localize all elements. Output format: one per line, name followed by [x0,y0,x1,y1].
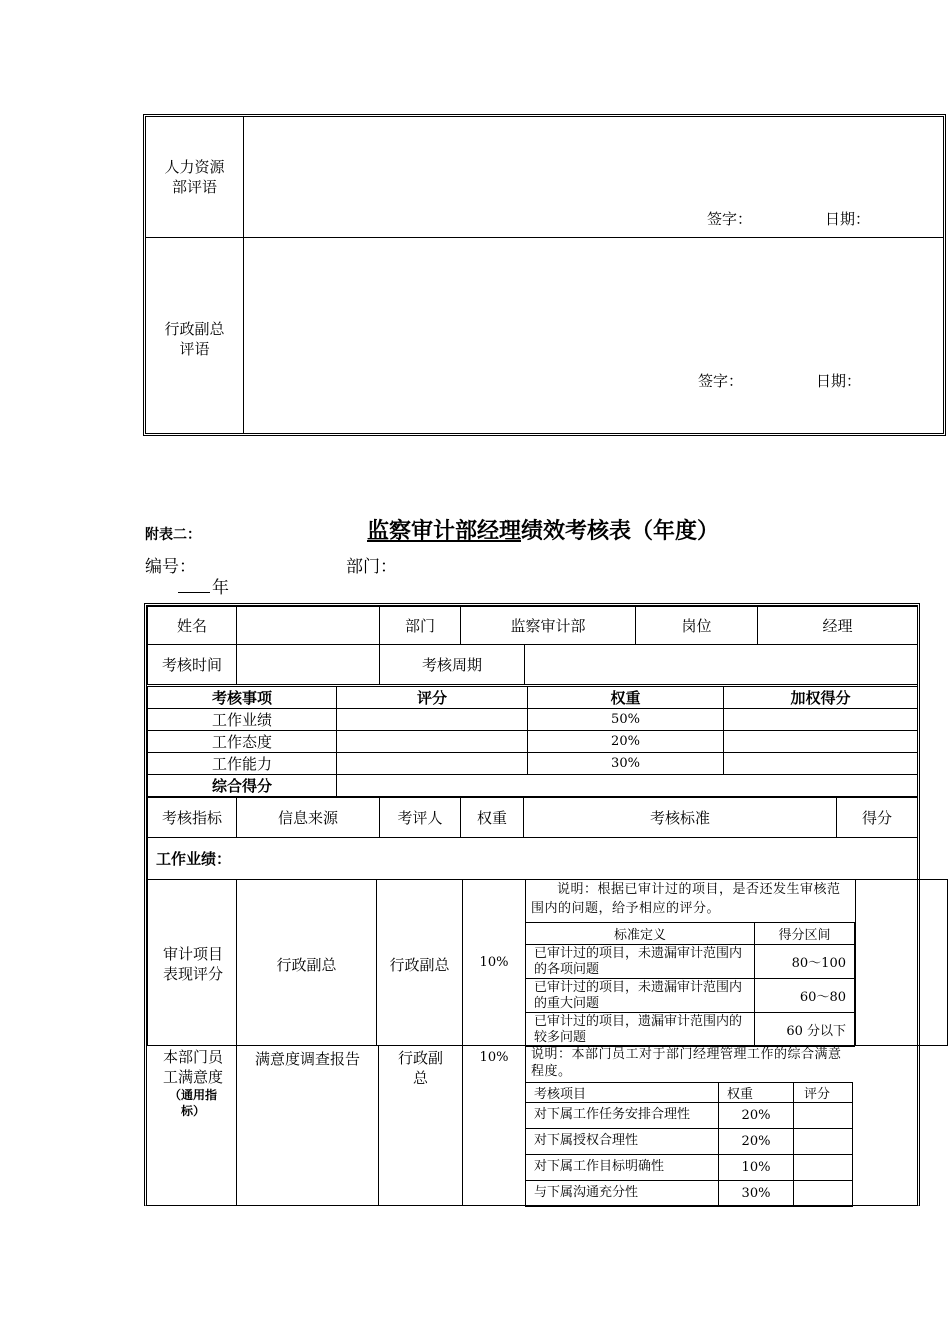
summary-weighted [724,709,918,731]
info-table [147,606,918,645]
vp-date-label: 日期： [816,372,862,390]
audit-indicator-name: 审计项目 表现评分 [162,945,223,983]
satis-indicator-name: 本部门员 工满意度 （通用指 标） [162,1048,223,1118]
satis-item-weight: 20% [719,1103,794,1129]
satis-item-score [794,1181,853,1207]
hr-date-label: 日期： [825,210,871,228]
form-title-rest: 绩效考核表（年度） [521,519,720,544]
form-title [367,514,719,545]
satis-col-line-1 [236,1046,237,1206]
time-label: 考核时间 [148,645,237,685]
audit-std-def: 已审计过的项目，未遗漏审计范围内的重大问题 [526,979,755,1013]
summary-header-weighted: 加权得分 [724,687,918,709]
audit-weight: 10% [479,955,509,970]
audit-std-header: 标准定义 [526,923,755,945]
summary-header-weight: 权重 [528,687,724,709]
satis-header-weight: 权重 [719,1083,794,1103]
summary-weight: 30% [528,753,724,775]
post-label: 岗位 [636,607,758,645]
satis-item-weight: 30% [719,1181,794,1207]
period-table [147,644,918,685]
audit-source: 行政副总 [276,956,337,974]
comments-table [143,114,946,436]
detail-header-standard: 考核标准 [524,798,837,838]
name-label: 姓名 [148,607,237,645]
satis-item-weight: 20% [719,1129,794,1155]
hr-comment-label: 人力资源 部评语 [164,158,225,196]
time-value [237,645,380,685]
detail-header-weight: 权重 [461,798,524,838]
form-title-underlined: 监察审计部经理 [367,519,522,544]
audit-standard-table [525,922,855,1047]
satis-item-score [794,1155,853,1181]
satis-header-score: 评分 [794,1083,853,1103]
detail-header-rater: 考评人 [380,798,461,838]
satis-rater: 行政副 总 [397,1049,443,1087]
audit-note: 说明：根据已审计过的项目，是否还发生审核范围内的问题，给予相应的评分。 [531,882,841,916]
summary-header-item: 考核事项 [148,687,337,709]
summary-score [337,731,528,753]
audit-col-line-5 [855,879,856,1046]
audit-std-range: 60 分以下 [755,1013,855,1047]
audit-std-range: 60～80 [755,979,855,1013]
appendix-label: 附表二： [145,527,201,543]
satis-items-table [525,1082,853,1207]
satis-item: 与下属沟通充分性 [526,1181,719,1207]
summary-total-label: 综合得分 [148,775,337,797]
audit-std-def: 已审计过的项目，未遗漏审计范围内的各项问题 [526,945,755,979]
summary-weight: 20% [528,731,724,753]
detail-header-table [147,797,918,880]
summary-weighted [724,731,918,753]
summary-score [337,709,528,731]
detail-header-indicator: 考核指标 [148,798,237,838]
summary-total-value [337,775,918,797]
summary-header-score: 评分 [337,687,528,709]
satis-note: 说明：本部门员工对于部门经理管理工作的综合满意程度。 [531,1047,842,1079]
year-label: 年 [212,578,229,598]
satis-item: 对下属授权合理性 [526,1129,719,1155]
hr-sign-label: 签字： [707,210,753,228]
satis-item-score [794,1129,853,1155]
satis-item: 对下属工作任务安排合理性 [526,1103,719,1129]
satis-item-weight: 10% [719,1155,794,1181]
section-work-performance: 工作业绩： [148,838,918,880]
summary-score [337,753,528,775]
detail-header-source: 信息来源 [237,798,380,838]
audit-rater: 行政副总 [389,956,450,974]
info-dept-label: 部门 [380,607,461,645]
summary-weighted [724,753,918,775]
name-value [237,607,380,645]
satis-source: 满意度调查报告 [254,1050,360,1068]
comments-divider-h [146,237,943,238]
satis-header-item: 考核项目 [526,1083,719,1103]
number-label: 编号： [145,557,196,577]
summary-weight: 50% [528,709,724,731]
vp-sign-label: 签字： [698,372,744,390]
satis-item: 对下属工作目标明确性 [526,1155,719,1181]
summary-item: 工作能力 [148,753,337,775]
period-label: 考核周期 [380,645,525,685]
dept-label: 部门： [346,557,397,577]
comments-divider-v [243,117,244,433]
summary-item: 工作态度 [148,731,337,753]
summary-item: 工作业绩 [148,709,337,731]
vp-comment-label: 行政副总 评语 [164,320,225,358]
audit-std-def: 已审计过的项目，遗漏审计范围内的较多问题 [526,1013,755,1047]
year-blank-line [178,592,210,593]
satis-col-line-3 [462,1046,463,1206]
satis-item-score [794,1103,853,1129]
period-value [525,645,918,685]
satis-weight: 10% [479,1050,509,1065]
summary-table [147,686,918,797]
post-value: 经理 [758,607,918,645]
audit-std-range: 80～100 [755,945,855,979]
info-dept-value: 监察审计部 [461,607,636,645]
detail-header-score: 得分 [837,798,918,838]
audit-range-header: 得分区间 [755,923,855,945]
